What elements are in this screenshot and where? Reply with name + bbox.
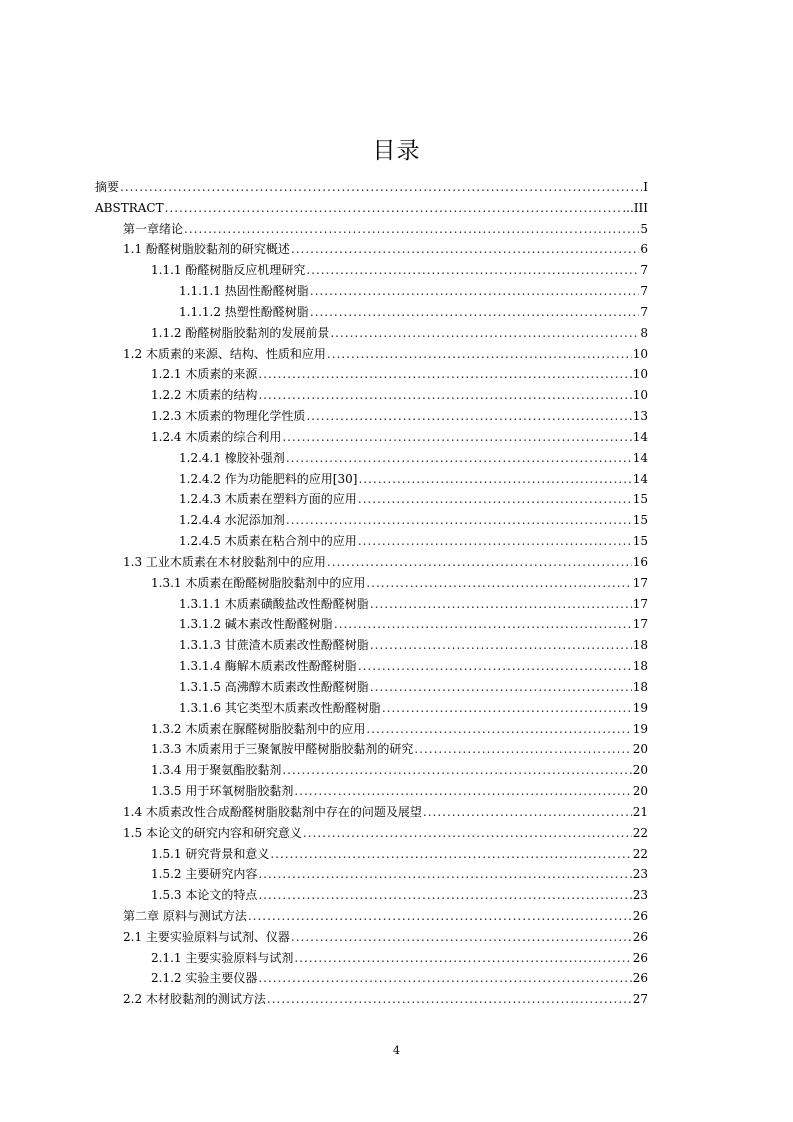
toc-entry[interactable] [95, 739, 648, 760]
toc-entry[interactable] [95, 989, 648, 1010]
toc-leader-dots [258, 364, 631, 385]
toc-leader-dots [370, 635, 632, 656]
toc-entry-page: 18 [632, 659, 648, 674]
toc-entry-page: 26 [632, 908, 648, 923]
toc-entry-page: 10 [632, 367, 648, 382]
toc-leader-dots [286, 448, 632, 469]
toc-leader-dots [258, 385, 631, 406]
toc-entry[interactable] [95, 427, 648, 448]
toc-entry-page: 21 [632, 804, 648, 819]
toc-entry-label: 2.1 主要实验原料与试剂、仪器 [123, 929, 290, 944]
toc-leader-dots [358, 489, 632, 510]
toc-entry-page: 17 [632, 617, 648, 632]
toc-entry-label: 1.3.1.5 高沸醇木质素改性酚醛树脂 [179, 679, 369, 694]
toc-entry-label: 1.1 酚醛树脂胶黏剂的研究概述 [123, 242, 290, 257]
toc-leader-dots [270, 844, 631, 865]
page-number: 4 [393, 1044, 400, 1057]
toc-entry-label: 1.2.4.2 作为功能肥料的应用[30] [179, 471, 358, 486]
toc-entry-label: 1.1.2 酚醛树脂胶黏剂的发展前景 [151, 325, 330, 340]
toc-entry-label: 1.5.3 本论文的特点 [151, 888, 258, 903]
toc-entry-page: 14 [632, 429, 648, 444]
toc-leader-dots [330, 323, 639, 344]
toc-entry-label: 1.5 本论文的研究内容和研究意义 [123, 825, 302, 840]
toc-entry-page: 14 [632, 471, 648, 486]
toc-entry-page: 23 [632, 888, 648, 903]
toc-entry[interactable] [95, 573, 648, 594]
toc-entry-label: 1.3.1 木质素在酚醛树脂胶黏剂中的应用 [151, 575, 366, 590]
toc-leader-dots [303, 823, 632, 844]
toc-entry-page: 18 [632, 679, 648, 694]
toc-entry[interactable] [95, 594, 648, 615]
toc-leader-dots [282, 760, 631, 781]
toc-entry[interactable] [95, 698, 648, 719]
toc-entry-label: 摘要 [95, 180, 120, 194]
toc-entry-page: 15 [632, 513, 648, 528]
toc-leader-dots [310, 281, 640, 302]
toc-entry-label: 1.2.4.5 木质素在粘合剂中的应用 [179, 534, 357, 549]
toc-entry-label: 2.2 木材胶黏剂的测试方法 [123, 992, 266, 1007]
toc-leader-dots [366, 573, 631, 594]
toc-entry[interactable] [95, 823, 648, 844]
toc-entry-label: 1.3.1.1 木质素磺酸盐改性酚醛树脂 [179, 596, 369, 611]
toc-entry[interactable] [95, 469, 648, 490]
toc-entry-page: 17 [632, 596, 648, 611]
toc-entry-page: 22 [632, 846, 648, 861]
toc-entry-page: 19 [632, 721, 648, 736]
toc-entry-page: 22 [632, 825, 648, 840]
toc-leader-dots [294, 781, 631, 802]
toc-entry[interactable] [95, 281, 648, 302]
toc-entry[interactable] [95, 239, 648, 260]
toc-entry-page: 15 [632, 492, 648, 507]
toc-entry-label: 2.1.1 主要实验原料与试剂 [151, 950, 294, 965]
toc-entry-page: 10 [632, 346, 648, 361]
toc-leader-dots [294, 948, 631, 969]
toc-entry[interactable] [95, 198, 648, 219]
toc-entry-label: 2.1.2 实验主要仪器 [151, 971, 258, 986]
toc-entry-label: 1.2 木质素的来源、结构、性质和应用 [123, 346, 326, 361]
toc-entry-label: 1.4 木质素改性合成酚醛树脂胶黏剂中存在的问题及展望 [123, 804, 422, 819]
toc-entry-label: 1.3.2 木质素在脲醛树脂胶黏剂中的应用 [151, 721, 366, 736]
toc-entry-label: 第二章 原料与测试方法 [123, 908, 247, 923]
toc-entry-label: 1.2.4.1 橡胶补强剂 [179, 450, 285, 465]
toc-leader-dots [120, 177, 642, 198]
toc-entry-page: I [643, 180, 648, 194]
toc-entry-page: 8 [640, 325, 648, 340]
toc-leader-dots [286, 510, 632, 531]
toc-leader-dots [370, 677, 632, 698]
toc-leader-dots [282, 427, 631, 448]
toc-entry-label: 1.1.1 酚醛树脂反应机理研究 [151, 263, 306, 278]
table-of-contents [95, 177, 648, 1010]
toc-entry-label: 1.2.1 木质素的来源 [151, 367, 258, 382]
toc-entry[interactable] [95, 552, 648, 573]
toc-entry-label: 1.3.1.2 碱木素改性酚醛树脂 [179, 617, 333, 632]
page-title: 目录 [372, 138, 421, 164]
toc-entry-page: 7 [640, 284, 648, 299]
toc-entry-label: 1.3.3 木质素用于三聚氰胺甲醛树脂胶黏剂的研究 [151, 742, 414, 757]
toc-entry-page: 15 [632, 534, 648, 549]
toc-leader-dots [310, 302, 640, 323]
toc-entry-label: 1.3.5 用于环氧树脂胶黏剂 [151, 784, 294, 799]
toc-leader-dots [366, 719, 631, 740]
toc-entry[interactable] [95, 906, 648, 927]
toc-entry-page: 20 [632, 784, 648, 799]
toc-entry[interactable] [95, 219, 648, 240]
toc-leader-dots [184, 219, 639, 240]
toc-entry-page: 14 [632, 450, 648, 465]
toc-entry-page: 7 [640, 304, 648, 319]
toc-entry-page: 19 [632, 700, 648, 715]
toc-entry-page: 27 [632, 992, 648, 1007]
toc-leader-dots [306, 260, 639, 281]
toc-entry-label: 1.3.1.3 甘蔗渣木质素改性酚醛树脂 [179, 638, 369, 653]
toc-entry-label: 1.1.1.2 热塑性酚醛树脂 [179, 304, 309, 319]
toc-leader-dots [358, 469, 631, 490]
toc-entry-page: 23 [632, 867, 648, 882]
toc-entry-label: 1.5.2 主要研究内容 [151, 867, 258, 882]
toc-entry-label: 1.2.2 木质素的结构 [151, 388, 258, 403]
toc-entry-page: 26 [632, 971, 648, 986]
toc-entry-label: 1.2.3 木质素的物理化学性质 [151, 409, 306, 424]
toc-entry[interactable] [95, 406, 648, 427]
toc-entry[interactable] [95, 864, 648, 885]
toc-entry[interactable] [95, 323, 648, 344]
toc-entry-label: 1.3.4 用于聚氨酯胶黏剂 [151, 763, 282, 778]
toc-leader-dots [358, 531, 632, 552]
toc-entry-label: 1.1.1.1 热固性酚醛树脂 [179, 284, 309, 299]
toc-entry-page: 20 [632, 763, 648, 778]
toc-entry[interactable] [95, 719, 648, 740]
toc-entry-page: 26 [632, 929, 648, 944]
toc-leader-dots [306, 406, 631, 427]
toc-entry[interactable] [95, 948, 648, 969]
toc-entry-page: 26 [632, 950, 648, 965]
toc-entry-label: 1.2.4 木质素的综合利用 [151, 429, 282, 444]
toc-leader-dots [423, 802, 632, 823]
toc-entry-page: 17 [632, 575, 648, 590]
toc-entry[interactable] [95, 760, 648, 781]
toc-entry[interactable] [95, 385, 648, 406]
toc-leader-dots [291, 239, 639, 260]
toc-leader-dots [358, 656, 632, 677]
toc-leader-dots [414, 739, 631, 760]
toc-entry[interactable] [95, 677, 648, 698]
toc-entry-page: ...III [622, 200, 648, 215]
toc-entry-label: 第一章绪论 [123, 221, 184, 236]
toc-entry-page: 5 [640, 221, 648, 236]
toc-entry-page: 18 [632, 638, 648, 653]
toc-entry-label: ABSTRACT [95, 200, 164, 215]
toc-entry[interactable] [95, 614, 648, 635]
toc-entry[interactable] [95, 260, 648, 281]
toc-leader-dots [327, 344, 632, 365]
toc-leader-dots [382, 698, 632, 719]
toc-leader-dots [258, 968, 631, 989]
toc-entry-page: 7 [640, 263, 648, 278]
toc-entry[interactable] [95, 364, 648, 385]
toc-entry[interactable] [95, 510, 648, 531]
toc-entry-page: 13 [632, 409, 648, 424]
toc-entry[interactable] [95, 656, 648, 677]
toc-leader-dots [258, 885, 631, 906]
toc-entry[interactable] [95, 177, 648, 198]
toc-entry[interactable] [95, 968, 648, 989]
toc-entry[interactable] [95, 781, 648, 802]
toc-leader-dots [258, 864, 631, 885]
toc-entry-label: 1.2.4.4 水泥添加剂 [179, 513, 285, 528]
toc-entry[interactable] [95, 927, 648, 948]
toc-entry-page: 20 [632, 742, 648, 757]
toc-entry-page: 10 [632, 388, 648, 403]
toc-entry-label: 1.3.1.6 其它类型木质素改性酚醛树脂 [179, 700, 381, 715]
toc-entry-page: 16 [632, 554, 648, 569]
toc-leader-dots [248, 906, 632, 927]
toc-entry-label: 1.3.1.4 酶解木质素改性酚醛树脂 [179, 659, 357, 674]
toc-entry[interactable] [95, 635, 648, 656]
toc-leader-dots [165, 198, 622, 219]
toc-entry[interactable] [95, 489, 648, 510]
toc-leader-dots [370, 594, 632, 615]
toc-leader-dots [291, 927, 632, 948]
toc-entry[interactable] [95, 844, 648, 865]
toc-entry[interactable] [95, 302, 648, 323]
toc-leader-dots [327, 552, 632, 573]
toc-entry-label: 1.2.4.3 木质素在塑料方面的应用 [179, 492, 357, 507]
toc-leader-dots [267, 989, 632, 1010]
toc-entry[interactable] [95, 344, 648, 365]
toc-entry[interactable] [95, 448, 648, 469]
toc-entry[interactable] [95, 802, 648, 823]
toc-entry-label: 1.3 工业木质素在木材胶黏剂中的应用 [123, 554, 326, 569]
toc-entry[interactable] [95, 531, 648, 552]
toc-entry[interactable] [95, 885, 648, 906]
toc-entry-label: 1.5.1 研究背景和意义 [151, 846, 270, 861]
toc-leader-dots [334, 614, 632, 635]
toc-entry-page: 6 [640, 242, 648, 257]
